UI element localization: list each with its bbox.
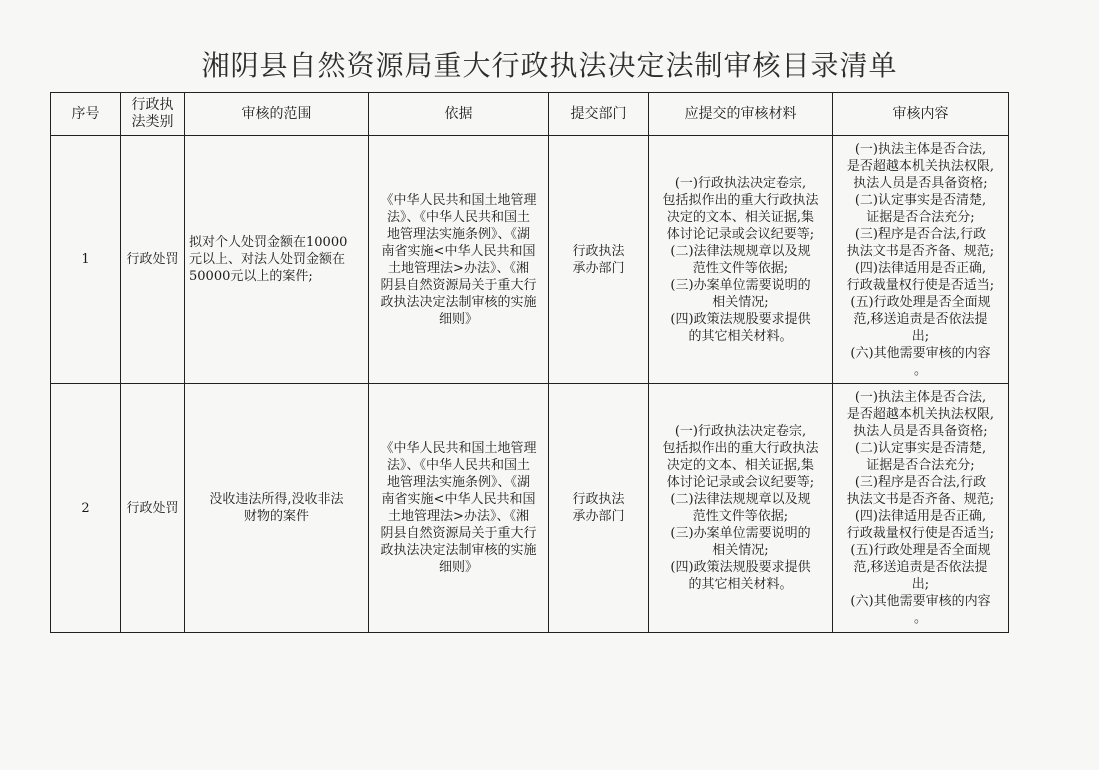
cell-materials: (一)行政执法决定卷宗, 包括拟作出的重大行政执法 决定的文本、相关证据,集 体讨论记录或会议纪要等; (二)法律法规规章以及规 范性文件等依据; (三)办案单位需要说明的 相关情况; (四)政策法规股要求提供 的其它相关材料。 [649,384,833,633]
header-index: 序号 [51,93,121,136]
header-department: 提交部门 [549,93,649,136]
cell-content: (一)执法主体是否合法, 是否超越本机关执法权限, 执法人员是否具备资格; (二)认定事实是否清楚, 证据是否合法充分; (三)程序是否合法,行政 执法文书是否齐备、规范; (四)法律适用是否正确, 行政裁量权行使是否适当; (五)行政处理是否全面规 范,移送追责是否依法提 出; (六)其他需要审核的内容 。 [833,136,1009,384]
cell-materials: (一)行政执法决定卷宗, 包括拟作出的重大行政执法 决定的文本、相关证据,集 体讨论记录或会议纪要等; (二)法律法规规章以及规 范性文件等依据; (三)办案单位需要说明的 相关情况; (四)政策法规股要求提供 的其它相关材料。 [649,136,833,384]
review-catalog-table [50,92,1009,633]
table-row [51,136,1009,384]
header-basis: 依据 [369,93,549,136]
header-category: 行政执 法类别 [121,93,185,136]
table-header-row [51,93,1009,136]
header-content: 审核内容 [833,93,1009,136]
cell-scope: 没收违法所得,没收非法 财物的案件 [185,384,369,633]
cell-content: (一)执法主体是否合法, 是否超越本机关执法权限, 执法人员是否具备资格; (二)认定事实是否清楚, 证据是否合法充分; (三)程序是否合法,行政 执法文书是否齐备、规范; (四)法律适用是否正确, 行政裁量权行使是否适当; (五)行政处理是否全面规 范,移送追责是否依法提 出; (六)其他需要审核的内容 。 [833,384,1009,633]
header-materials: 应提交的审核材料 [649,93,833,136]
cell-basis: 《中华人民共和国土地管理 法》、《中华人民共和国土 地管理法实施条例》、《湖 南省实施<中华人民共和国 土地管理法>办法》、《湘 阴县自然资源局关于重大行 政执法决定法制审核的实施 细则》 [369,136,549,384]
cell-category: 行政处罚 [121,136,185,384]
cell-department: 行政执法 承办部门 [549,384,649,633]
table-row [51,384,1009,633]
cell-index: 2 [51,384,121,633]
page-title: 湘阴县自然资源局重大行政执法决定法制审核目录清单 [201,49,898,82]
cell-category: 行政处罚 [121,384,185,633]
cell-scope: 拟对个人处罚金额在10000 元以上、对法人处罚金额在 50000元以上的案件; [185,136,369,384]
header-scope: 审核的范围 [185,93,369,136]
cell-department: 行政执法 承办部门 [549,136,649,384]
cell-basis: 《中华人民共和国土地管理 法》、《中华人民共和国土 地管理法实施条例》、《湖 南省实施<中华人民共和国 土地管理法>办法》、《湘 阴县自然资源局关于重大行 政执法决定法制审核的实施 细则》 [369,384,549,633]
cell-index: 1 [51,136,121,384]
